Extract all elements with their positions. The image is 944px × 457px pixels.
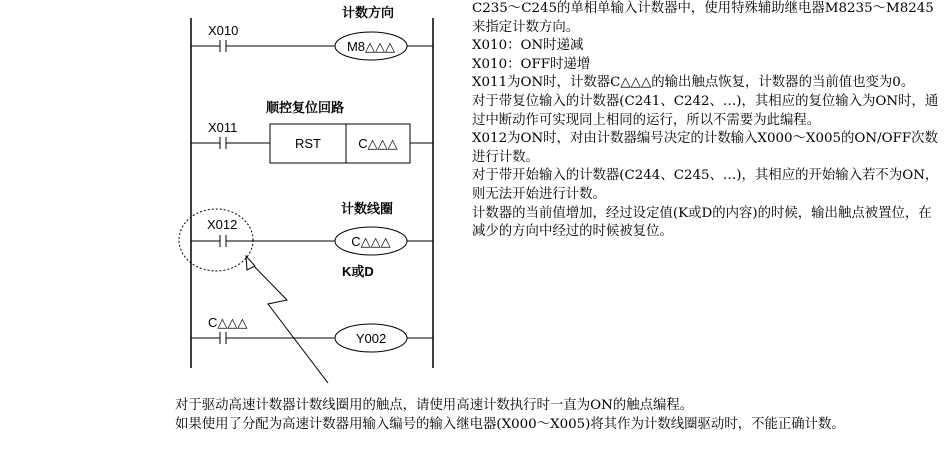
counter-coil-label: 计数线圈 [341, 201, 394, 216]
desc-line-3: X010：OFF时递增 [472, 56, 591, 72]
rung-1 [191, 5, 433, 60]
rung4-coil-label: Y002 [355, 331, 387, 346]
rst-operand-label: C△△△ [358, 136, 398, 151]
desc-line-6: X012为ON时，对由计数器编号决定的计数输入X000～X005的ON/OFF次数进行计数。 [472, 131, 938, 165]
pointer-arrow-line [248, 260, 328, 383]
ladder-diagram [0, 0, 470, 400]
desc-line-2: X010：ON时递减 [472, 38, 584, 54]
desc-line-1: C235～C245的单相单输入计数器中，使用特殊辅助继电器M8235～M8245来指定计数方向。 [472, 1, 934, 35]
desc-line-4: X011为ON时，计数器C△△△的输出触点恢复，计数器的当前值也变为0。 [472, 75, 915, 91]
footer-line-2: 如果使用了分配为高速计数器用输入编号的输入继电器(X000～X005)将其作为计数线圈驱动时，不能正确计数。 [175, 416, 845, 432]
desc-line-8: 计数器的当前值增加，经过设定值(K或D的内容)的时候，输出触点被置位，在减少的方向中经过的时候被复位。 [472, 205, 932, 240]
counting-direction-label: 计数方向 [342, 5, 395, 20]
footer-line-1: 对于驱动高速计数器计数线圈用的触点，请使用高速计数执行时一直为ON的触点编程。 [175, 398, 694, 413]
rung1-contact-label: X010 [208, 23, 239, 38]
rst-instruction-label: RST [295, 136, 321, 151]
desc-line-5: 对于带复位输入的计数器(C241、C242、…)，其相应的复位输入为ON时，通过中断动作可实现同上相同的运行，所以不需要为此编程。 [472, 93, 939, 128]
description-text [472, 0, 940, 242]
desc-line-7: 对于带开始输入的计数器(C244、C245、…)，其相应的开始输入若不为ON，则无法开始进行计数。 [472, 168, 939, 202]
pointer-arrow-head [246, 256, 255, 270]
rung-2 [191, 100, 433, 163]
rung-4 [191, 315, 433, 352]
rung-3 [179, 201, 433, 279]
rung3-contact-label: X012 [207, 217, 238, 232]
reset-circuit-label: 顺控复位回路 [266, 100, 345, 115]
rung4-contact-label: C△△△ [208, 315, 248, 330]
footer-note [175, 397, 940, 434]
rung3-coil-label: C△△△ [351, 234, 391, 249]
rung2-contact-label: X011 [208, 120, 238, 135]
rung1-coil-label: M8△△△ [346, 39, 396, 54]
setting-value-label: K或D [342, 264, 374, 279]
